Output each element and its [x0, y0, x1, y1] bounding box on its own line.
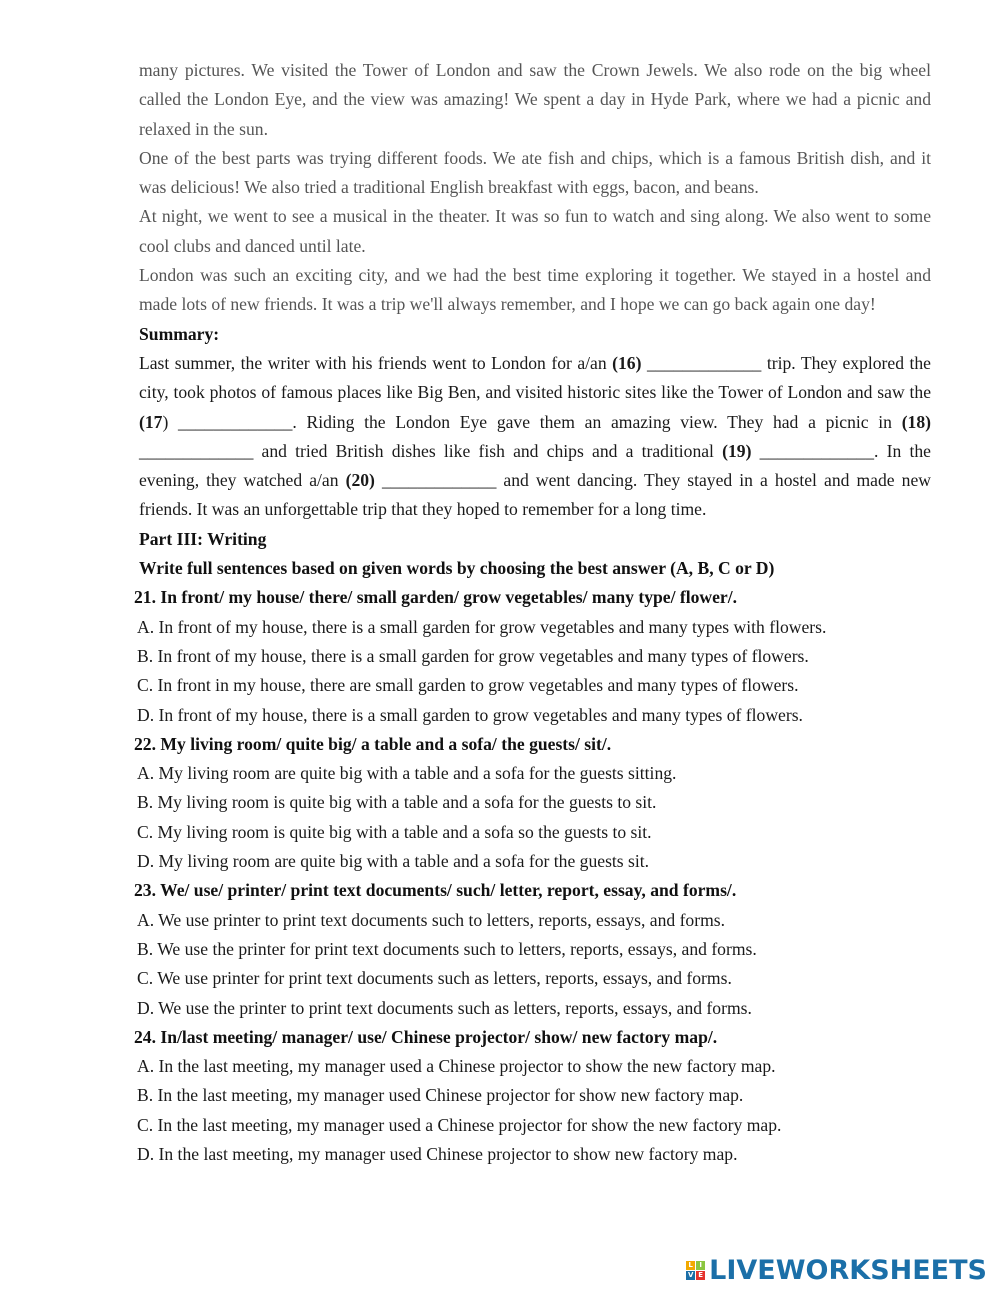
question-number-18: (18): [901, 411, 931, 432]
answer-blank-16[interactable]: _____________: [646, 352, 762, 373]
question-prompt: 22. My living room/ quite big/ a table and a sofa/ the guests/ sit/.: [134, 733, 612, 754]
option-a[interactable]: A. In the last meeting, my manager used a Chinese projector to show the new factory map.: [137, 1056, 776, 1077]
answer-blank-19[interactable]: _____________: [759, 440, 875, 461]
option-d[interactable]: D. My living room are quite big with a table and a sofa for the guests sit.: [137, 851, 650, 872]
reading-paragraph-4: London was such an exciting city, and we had the best time exploring it together. We stayed in a hostel and made lots of new friends. It was a trip we'll always remember, and I hope we can go back again one day!: [139, 265, 931, 315]
reading-paragraph-3: At night, we went to see a musical in the theater. It was so fun to watch and sing along. We also went to some cool clubs and danced until late.: [139, 206, 931, 256]
part-title: Part III: Writing: [139, 528, 267, 549]
option-a[interactable]: A. We use printer to print text documents such to letters, reports, essays, and forms.: [137, 909, 726, 930]
summary-paragraph: Last summer, the writer with his friends went to London for a/an (16) _____________ trip. They explored the city, took photos of famous places like Big Ben, and visited historic sites like the Tower of London and saw the (17) _____________. Riding the London Eye gave them an amazing view. They had a picnic in (18) _____________ and tried British dishes like fish and chips and a traditional (19) _____________. In the evening, they watched a/an (20) _____________ and went dancing. They stayed in a hostel and made new friends. It was an unforgettable trip that they hoped to remember for a long time.: [139, 352, 931, 520]
option-b[interactable]: B. In the last meeting, my manager used Chinese projector for show new factory map.: [137, 1085, 744, 1106]
logo-mark-letter: L: [686, 1261, 695, 1270]
answer-blank-20[interactable]: _____________: [382, 470, 497, 491]
option-a[interactable]: A. My living room are quite big with a table and a sofa for the guests sitting.: [137, 763, 677, 784]
question-number-20: (20): [345, 470, 375, 491]
liveworksheets-logo: [686, 1254, 987, 1286]
summary-text: trip. They explored the city, took photos of famous places like Big Ben, and visited historic sites like the Tower of London and saw the: [139, 352, 931, 403]
question-23: [134, 876, 931, 1022]
question-prompt: 24. In/last meeting/ manager/ use/ Chinese projector/ show/ new factory map/.: [134, 1026, 718, 1047]
logo-text: LIVEWORKSHEETS: [709, 1254, 987, 1286]
question-prompt: 23. We/ use/ printer/ print text documents/ such/ letter, report, essay, and forms/.: [134, 880, 737, 901]
reading-paragraph-2: One of the best parts was trying different foods. We ate fish and chips, which is a famous British dish, and it was delicious! We also tried a traditional English breakfast with eggs, bacon, and beans.: [139, 147, 931, 198]
answer-blank-17[interactable]: _____________: [178, 411, 293, 432]
option-c[interactable]: C. In front in my house, there are small garden to grow vegetables and many types of flowers.: [137, 675, 799, 696]
logo-mark-letter: V: [687, 1270, 694, 1279]
logo-mark-letter: E: [696, 1271, 705, 1280]
summary-text: and went dancing. They stayed in a hostel and made new friends. It was an unforgettable trip that they hoped to remember for a long time.: [139, 470, 931, 520]
summary-title: Summary:: [139, 323, 220, 344]
question-24: [134, 1023, 931, 1169]
logo-mark-letter: I: [696, 1261, 705, 1270]
question-21: [134, 583, 931, 729]
summary-text: . Riding the London Eye gave them an amazing view. They had a picnic in: [292, 411, 902, 432]
answer-blank-18[interactable]: _____________: [139, 440, 254, 461]
option-d[interactable]: D. We use the printer to print text documents such as letters, reports, essays, and forms.: [137, 997, 752, 1018]
option-c[interactable]: C. We use printer for print text documents such as letters, reports, essays, and forms.: [137, 968, 732, 989]
question-number-16: (16): [612, 352, 642, 373]
worksheet-page: [134, 56, 931, 1169]
part-instruction: Write full sentences based on given words by choosing the best answer (A, B, C or D): [139, 558, 775, 579]
option-a[interactable]: A. In front of my house, there is a small garden for grow vegetables and many types with flowers.: [137, 616, 827, 637]
option-b[interactable]: B. In front of my house, there is a small garden for grow vegetables and many types of flowers.: [137, 645, 809, 666]
reading-paragraph-1: many pictures. We visited the Tower of London and saw the Crown Jewels. We also rode on the big wheel called the London Eye, and the view was amazing! We spent a day in Hyde Park, where we had a picnic and relaxed in the sun.: [139, 60, 931, 139]
question-number-19: (19): [722, 440, 752, 461]
question-prompt: 21. In front/ my house/ there/ small garden/ grow vegetables/ many type/ flower/.: [134, 587, 738, 608]
option-c[interactable]: C. My living room is quite big with a table and a sofa so the guests to sit.: [137, 821, 652, 842]
option-d[interactable]: D. In front of my house, there is a small garden to grow vegetables and many types of flowers.: [137, 704, 803, 725]
option-b[interactable]: B. We use the printer for print text documents such to letters, reports, essays, and forms.: [137, 938, 757, 959]
question-22: [134, 730, 931, 876]
summary-text: Last summer, the writer with his friends went to London for a/an: [139, 352, 613, 373]
question-number-17: (17: [139, 411, 163, 432]
logo-mark-icon: [686, 1261, 705, 1280]
option-b[interactable]: B. My living room is quite big with a table and a sofa for the guests to sit.: [137, 792, 657, 813]
summary-text: . In the evening, they watched a/an: [139, 440, 931, 491]
option-d[interactable]: D. In the last meeting, my manager used Chinese projector to show new factory map.: [137, 1143, 738, 1164]
summary-text: and tried British dishes like fish and chips and a traditional: [253, 440, 723, 461]
option-c[interactable]: C. In the last meeting, my manager used a Chinese projector for show the new factory map.: [137, 1114, 782, 1135]
